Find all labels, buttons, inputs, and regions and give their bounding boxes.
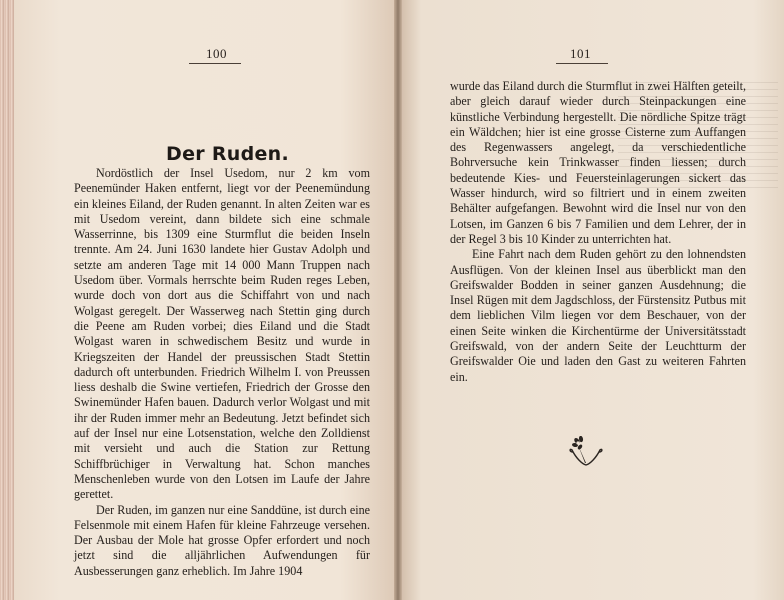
right-page-body: [450, 79, 746, 385]
chapter-heading: Der Ruden.: [166, 143, 290, 165]
page-edges: [0, 0, 14, 600]
floral-vignette-icon: [566, 436, 606, 468]
left-page-body: [74, 166, 370, 579]
left-page: [14, 0, 398, 600]
page-number-left: 100: [206, 46, 227, 61]
book-gutter: [394, 0, 402, 600]
right-page: [398, 0, 784, 600]
paragraph: Eine Fahrt nach dem Ruden gehört zu den lohnendsten Ausflügen. Von der kleinen Insel aus überblickt man den Greifswalder Bodden in seiner ganzen Ausdehnung; die Insel Rügen mit dem Jagdschloss, der Fürstensitz Putbus mit dem lieblichen Vilm liegen vor dem Beschauer, von der einen Seite winken die Kirchentürme der Universitätsstadt Greifswald, von der andern Seite der Leuchtturm der Greifswalder Oie und laden den Gast zu weiteren Fahrten ein.: [450, 247, 746, 384]
paragraph: wurde das Eiland durch die Sturmflut in zwei Hälften geteilt, aber gleich darauf wieder durch Steinpackungen eine künstliche Verbindung hergestellt. Die nördliche Spitze trägt ein Wäldchen; hier ist eine grosse Cisterne zum Auffangen des Regenwassers angelegt, da verschiedentliche Bohrversuche kein Trinkwasser finden liessen; durch bedeutende Kies- und Feuersteinlagerungen sickert das Wasser hindurch, wird so filtriert und in einem zweiten Behälter aufgefangen. Bewohnt wird die Insel nur von den Lotsen, im Ganzen 6 bis 7 Familien und dem Lehrer, der in der Regel 3 bis 10 Kinder zu unterrichten hat.: [450, 79, 746, 246]
paragraph: Der Ruden, im ganzen nur eine Sanddüne, ist durch eine Felsenmole mit einem Hafen für kleine Fahrzeuge versehen. Der Ausbau der Mole hat grosse Opfer erfordert und noch jetzt sind die alljährlichen Aufwendungen für Ausbesserungen ganz erheblich. Im Jahre 1904: [74, 502, 370, 578]
paragraph: Nordöstlich der Insel Usedom, nur 2 km vom Peenemünder Haken entfernt, liegt vor der Peenemündung ein kleines Eiland, der Ruden genannt. In alten Zeiten war es mit Usedom vereint, dann bildete sich eine schmale Wasserrinne, bis 1309 eine Sturmflut die beiden Inseln trennte. Am 24. Juni 1630 landete hier Gustav Adolph und setzte am anderen Tage mit 14 000 Mann Truppen nach Usedom über. Vormals herrschte beim Ruden reges Leben, wurde doch von dort aus die Schiffahrt von und nach Wolgast geregelt. Der Wasserweg nach Stettin ging durch die Peene am Ruden vorbei; dies Eiland und die Stadt Wolgast waren in schwedischem Besitz und wurde in Kriegszeiten der Handel der preussischen Stadt Stettin dadurch oft unterbunden. Friedrich Wilhelm I. von Preussen liess deshalb die Swine vertiefen, Friedrich der Grosse den Swinemünder Hafen bauen. Dadurch verlor Wolgast und mit ihr der Ruden immer mehr an Bedeutung. Jetzt befindet sich auf der Insel nur eine Lotsenstation, welche den Zolldienst mit versieht und auch die Station zur Rettung Schiffbrüchiger in Verwaltung hat. Schon manches Menschenleben wurde von den Lotsen im Laufe der Jahre gerettet.: [74, 166, 370, 502]
page-number-right: 101: [570, 46, 591, 61]
page-number-rule-left: [189, 63, 241, 64]
page-number-rule-right: [556, 63, 608, 64]
